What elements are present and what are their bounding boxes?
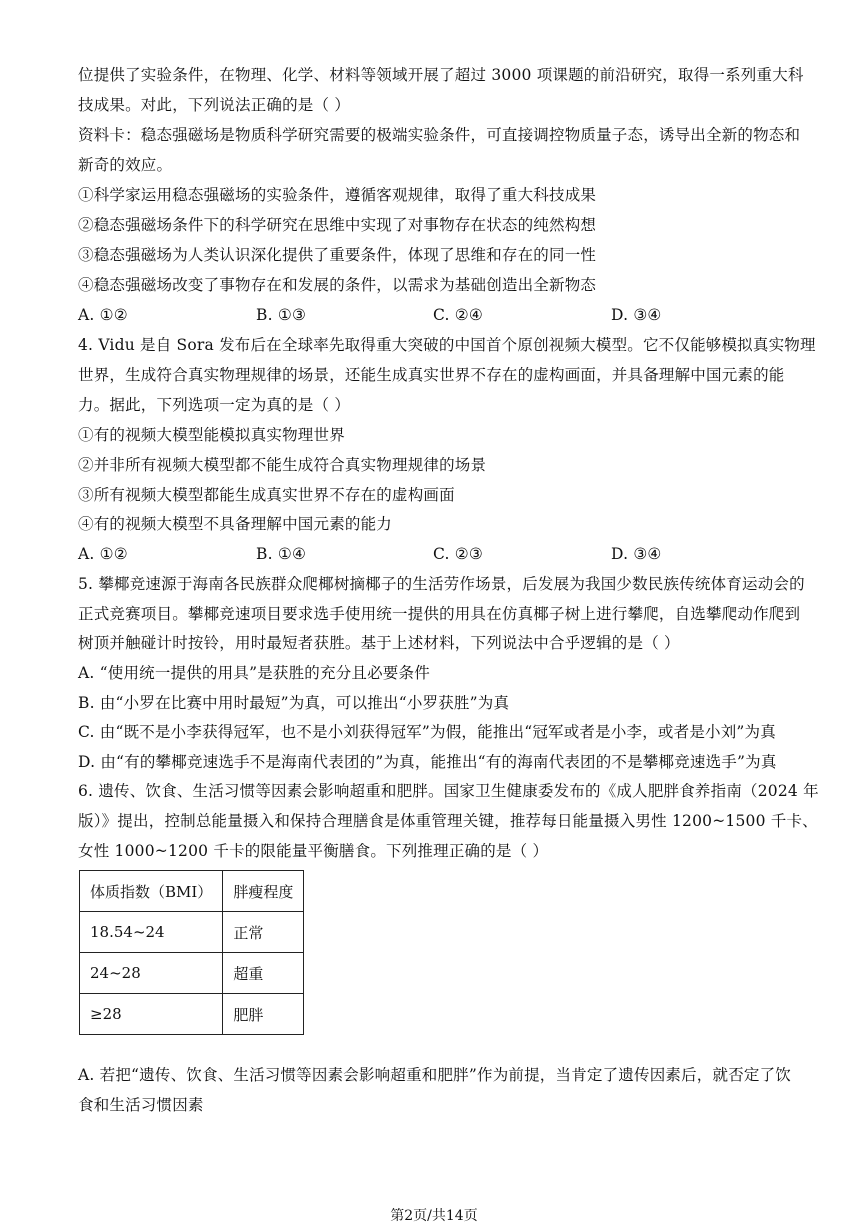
table-cell-bmi: 18.54~24 <box>80 912 223 953</box>
q3-material-card-line-1: 资料卡：稳态强磁场是物质科学研究需要的极端实验条件，可直接调控物质量子态，诱导出全新的物态和 <box>78 126 801 144</box>
q4-stem-line-2: 世界，生成符合真实物理规律的场景，还能生成真实世界不存在的虚构画面，并具备理解中国元素的能 <box>78 366 785 384</box>
q5-option-d: D. 由“有的攀椰竞速选手不是海南代表团的”为真，能推出“有的海南代表团的不是攀椰竞速选手”为真 <box>78 753 777 771</box>
table-cell-level: 超重 <box>223 953 304 994</box>
q4-option-c: C. ②③ <box>433 545 483 563</box>
q3-statement-1: ①科学家运用稳态强磁场的实验条件，遵循客观规律，取得了重大科技成果 <box>78 186 597 204</box>
q3-option-b: B. ①③ <box>256 306 307 324</box>
q4-option-b: B. ①④ <box>256 545 307 563</box>
q3-option-d: D. ③④ <box>611 306 662 324</box>
q4-statement-1: ①有的视频大模型能模拟真实物理世界 <box>78 426 345 444</box>
q4-statement-2: ②并非所有视频大模型都不能生成符合真实物理规律的场景 <box>78 456 487 474</box>
page-footer: 第2页/共14页 <box>390 1208 478 1224</box>
q3-option-a: A. ①② <box>78 306 128 324</box>
q5-option-c: C. 由“既不是小李获得冠军，也不是小刘获得冠军”为假，能推出“冠军或者是小李，或者是小刘”为真 <box>78 723 776 741</box>
q3-option-c: C. ②④ <box>433 306 483 324</box>
q5-option-b: B. 由“小罗在比赛中用时最短”为真，可以推出“小罗获胜”为真 <box>78 694 510 712</box>
table-cell-bmi: 24~28 <box>80 953 223 994</box>
q3-stem-line-2: 技成果。对此，下列说法正确的是（ ） <box>78 96 351 114</box>
q3-statement-2: ②稳态强磁场条件下的科学研究在思维中实现了对事物存在状态的纯然构想 <box>78 216 597 234</box>
q6-option-a-line-1: A. 若把“遗传、饮食、生活习惯等因素会影响超重和肥胖”作为前提，当肯定了遗传因素后，就否定了饮 <box>78 1066 791 1084</box>
q4-option-a: A. ①② <box>78 545 128 563</box>
q4-option-d: D. ③④ <box>611 545 662 563</box>
q5-stem-line-2: 正式竞赛项目。攀椰竞速项目要求选手使用统一提供的用具在仿真椰子树上进行攀爬，自选攀爬动作爬到 <box>78 605 801 623</box>
q4-stem-line-3: 力。据此，下列选项一定为真的是（ ） <box>78 396 351 414</box>
table-row <box>80 953 304 994</box>
q4-stem-line-1: 4. Vidu 是自 Sora 发布后在全球率先取得重大突破的中国首个原创视频大模型。它不仅能够模拟真实物理 <box>78 336 816 354</box>
table-cell-bmi: ≥28 <box>80 994 223 1035</box>
q5-stem-line-3: 树顶并触碰计时按铃，用时最短者获胜。基于上述材料，下列说法中合乎逻辑的是（ ） <box>78 634 680 652</box>
q3-stem-line-1: 位提供了实验条件，在物理、化学、材料等领域开展了超过 3000 项课题的前沿研究，取得一系列重大科 <box>78 66 804 84</box>
table-header-bmi: 体质指数（BMI） <box>80 871 223 912</box>
table-row <box>80 912 304 953</box>
q6-stem-line-1: 6. 遗传、饮食、生活习惯等因素会影响超重和肥胖。国家卫生健康委发布的《成人肥胖食养指南（2024 年 <box>78 782 819 800</box>
table-header-level: 胖瘦程度 <box>223 871 304 912</box>
table-header-row <box>80 871 304 912</box>
q4-statement-4: ④有的视频大模型不具备理解中国元素的能力 <box>78 515 393 533</box>
q5-option-a: A. “使用统一提供的用具”是获胜的充分且必要条件 <box>78 664 430 682</box>
q6-stem-line-3: 女性 1000~1200 千卡的限能量平衡膳食。下列推理正确的是（ ） <box>78 842 549 860</box>
q3-statement-3: ③稳态强磁场为人类认识深化提供了重要条件，体现了思维和存在的同一性 <box>78 246 597 264</box>
bmi-table <box>79 870 304 1035</box>
q6-stem-line-2: 版）》提出，控制总能量摄入和保持合理膳食是体重管理关键，推荐每日能量摄入男性 1200~1500 千卡、 <box>78 812 818 830</box>
table-row <box>80 994 304 1035</box>
q6-option-a-line-2: 食和生活习惯因素 <box>78 1096 204 1114</box>
q5-stem-line-1: 5. 攀椰竞速源于海南各民族群众爬椰树摘椰子的生活劳作场景，后发展为我国少数民族传统体育运动会的 <box>78 575 805 593</box>
q3-material-card-line-2: 新奇的效应。 <box>78 156 173 174</box>
q4-statement-3: ③所有视频大模型都能生成真实世界不存在的虚构画面 <box>78 486 455 504</box>
table-cell-level: 肥胖 <box>223 994 304 1035</box>
table-cell-level: 正常 <box>223 912 304 953</box>
q3-statement-4: ④稳态强磁场改变了事物存在和发展的条件，以需求为基础创造出全新物态 <box>78 276 597 294</box>
